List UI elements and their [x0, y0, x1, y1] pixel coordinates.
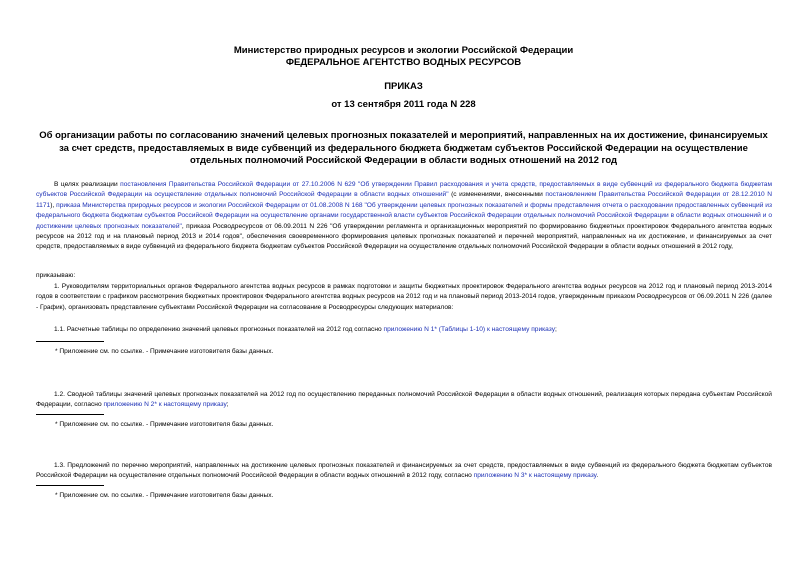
- link-government-decree-629[interactable]: постановления Правительства Российской Федерации от 27.10.2006 N 629 "Об утверждении Правил расходования и учета средств, предоставляемых в виде субвенций из федерального бюджета бюджетам субъектов Российской Федерации на осуществление отдельных полномочий Российской Федерации в области водных отношений": [36, 181, 772, 199]
- item-1-3-paragraph: [36, 461, 772, 482]
- item-1-1-text: 1.1. Расчетные таблицы по определению значений целевых прогнозных показателей на 2012 год согласно: [54, 326, 384, 333]
- footnote-text: * Приложение см. по ссылке. - Примечание изготовителя базы данных.: [55, 421, 274, 428]
- footnote-divider: [36, 341, 104, 342]
- footnote-text: * Приложение см. по ссылке. - Примечание изготовителя базы данных.: [55, 348, 274, 355]
- document-date-number: от 13 сентября 2011 года N 228: [331, 99, 476, 110]
- preamble-text-3: ),: [50, 201, 57, 209]
- document-title: Об организации работы по согласованию значений целевых прогнозных показателей и мероприятий, направленных на их достижение, финансируемых за счет средств, предоставляемых в виде субвенций из федерального бюджета бюджетам субъектов Российской Федерации на осуществление отдельных полномочий Российской Федерации в области водных отношений на 2012 год: [39, 130, 768, 166]
- preamble-text-2: (с изменениями, внесенными: [448, 191, 546, 199]
- link-government-decree-1171[interactable]: постановлением Правительства Российской Федерации от 28.12.2010 N 1171: [36, 191, 772, 209]
- link-appendix-1[interactable]: приложению N 1* (Таблицы 1-10) к настоящему приказу: [383, 326, 556, 333]
- item-1-1-end: ;: [555, 326, 557, 333]
- preamble-text-4: , приказа Росводресурсов от 06.09.2011 N 226 "Об утверждении регламента и организационных мероприятий по формированию бюджетных проектировок Федерального агентства водных ресурсов на 2012 год и на плановый период 2013 и 2014 годов", обеспечения своевременного формирования целевых прогнозных показателей и перечней мероприятий, направленных на их достижение, и финансируемых за счет средств, предоставляемых в виде субвенций из федерального бюджета бюджетам субъектов Российской Федерации на осуществление отдельных полномочий Российской Федерации в области водных отношений в 2012 году,: [36, 222, 772, 251]
- item-1-2-end: ;: [226, 401, 229, 409]
- item-1-3-end: .: [596, 472, 599, 480]
- link-appendix-2[interactable]: приложению N 2* к настоящему приказу: [103, 401, 227, 409]
- preamble-paragraph: [36, 180, 772, 253]
- footnote-text: * Приложение см. по ссылке. - Примечание изготовителя базы данных.: [55, 492, 274, 499]
- order-word: приказываю:: [36, 272, 76, 279]
- agency-name: ФЕДЕРАЛЬНОЕ АГЕНТСТВО ВОДНЫХ РЕСУРСОВ: [285, 57, 522, 68]
- item-1-3-text: 1.3. Предложений по перечню мероприятий, направленных на достижение целевых прогнозных показателей и финансируемых за счет средств, предоставляемых в виде субвенций из федерального бюджета бюджетам субъектов Российской Федерации на осуществление отдельных полномочий Российской Федерации в области водных отношений в 2012 году, согласно: [36, 462, 772, 480]
- ministry-name: Министерство природных ресурсов и экологии Российской Федерации: [233, 45, 574, 56]
- link-ministry-order-168[interactable]: приказа Министерства природных ресурсов и экологии Российской Федерации от 01.08.2008 N 168 "Об утверждении целевых прогнозных показателей и формы представления отчета о расходовании предоставленных субвенций из федерального бюджета бюджетам субъектов Российской Федерации на осуществление органами государственной власти субъектов Российской Федерации отдельных полномочий Российской Федерации в области водных отношений и о достижении целевых прогнозных показателей": [36, 201, 772, 230]
- document-type: ПРИКАЗ: [384, 81, 423, 92]
- footnote-divider: [36, 485, 104, 486]
- footnote-divider: [36, 414, 104, 415]
- item-1-1-paragraph: [36, 325, 772, 335]
- preamble-text-1: В целях реализации: [54, 181, 121, 188]
- item-1-2-text: 1.2. Сводной таблицы значений целевых прогнозных показателей на 2012 год по осуществлению переданных полномочий Российской Федерации в области водных отношений, реализация которых передана субъектам Российской Федерации, согласно: [36, 391, 772, 409]
- link-appendix-3[interactable]: приложению N 3* к настоящему приказу: [473, 472, 597, 480]
- item-1-paragraph: 1. Руководителям территориальных органов Федерального агентства водных ресурсов в рамках подготовки и защиты бюджетных проектировок Федерального агентства водных ресурсов на 2012 год и плановый период 2013-2014 годов в соответствии с графиком рассмотрения бюджетных проектировок Федерального агентства водных ресурсов на 2012 год и на плановый период 2013-2014 годов, утвержденным приказом Росводресурсов от 06.09.2011 N 226 (далее - График), организовать представление субъектами Российской Федерации на согласование в Росводресурсы следующих материалов:: [36, 283, 772, 311]
- item-1-2-paragraph: [36, 390, 772, 411]
